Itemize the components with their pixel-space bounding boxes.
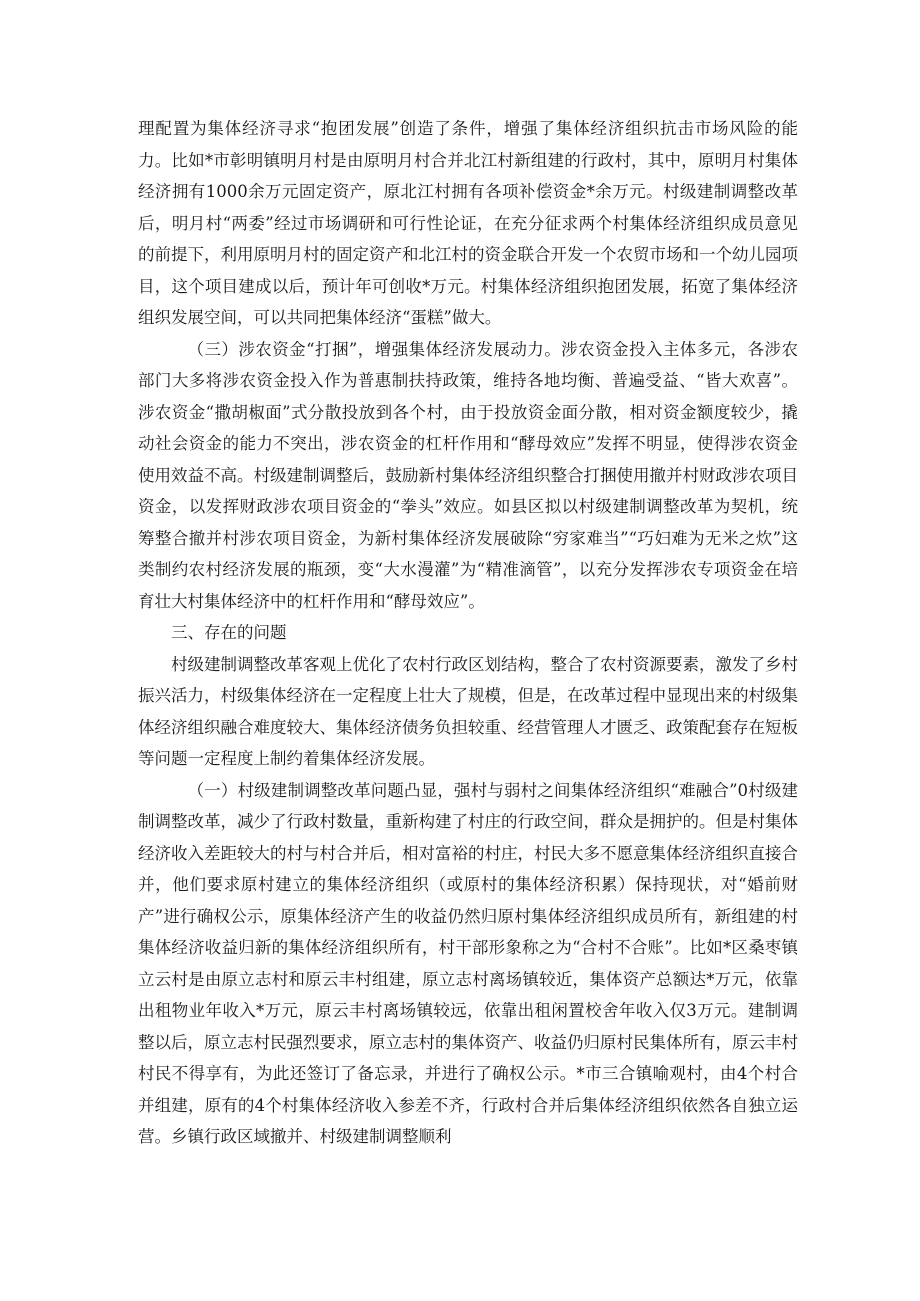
paragraph-problem-1: （一）村级建制调整改革问题凸显，强村与弱村之间集体经济组织“难融合”0村级建制调整改革，减少了行政村数量，重新构建了村庄的行政空间，群众是拥护的。但是村集体经济收入差距较大的村与村合并后，相对富裕的村庄，村民大多不愿意集体经济组织直接合并，他们要求原村建立的集体经济组织（或原村的集体经济积累）保持现状，对“婚前财产”进行确权公示，原集体经济产生的收益仍然归原村集体经济组织成员所有，新组建的村集体经济收益归新的集体经济组织所有，村干部形象称之为“合村不合账”。比如*区桑枣镇立云村是由原立志村和原云丰村组建，原立志村离场镇较近，集体资产总额达*万元，依靠出租物业年收入*万元，原云丰村离场镇较远，依靠出租闲置校舍年收入仅3万元。建制调整以后，原立志村民强烈要求，原立志村的集体资产、收益仍归原村民集体所有，原云丰村村民不得享有，为此还签订了备忘录，并进行了确权公示。*市三合镇喻观村，由4个村合并组建，原有的4个村集体经济收入参差不齐，行政村合并后集体经济组织依然各自独立运营。乡镇行政区域撤并、村级建制调整顺利 [138, 780, 798, 1146]
paragraph-continuation: 理配置为集体经济寻求“抱团发展”创造了条件，增强了集体经济组织抗击市场风险的能力。比如*市彰明镇明月村是由原明月村合并北江村新组建的行政村，其中，原明月村集体经济拥有1000余万元固定资产，原北江村拥有各项补偿资金*余万元。村级建制调整改革后，明月村“两委”经过市场调研和可行性论证，在充分征求两个村集体经济组织成员意见的前提下，利用原明月村的固定资产和北江村的资金联合开发一个农贸市场和一个幼儿园项目，这个项目建成以后，预计年可创收*万元。村集体经济组织抱团发展，拓宽了集体经济组织发展空间，可以共同把集体经济“蛋糕”做大。 [138, 119, 798, 327]
paragraph-section-3: （三）涉农资金“打捆”，增强集体经济发展动力。涉农资金投入主体多元，各涉农部门大多将涉农资金投入作为普惠制扶持政策，维持各地均衡、普遍受益、“皆大欢喜”。涉农资金“撒胡椒面”式分散投放到各个村，由于投放资金面分散，相对资金额度较少，撬动社会资金的能力不突出，涉农资金的杠杆作用和“酵母效应”发挥不明显，使得涉农资金使用效益不高。村级建制调整后，鼓励新村集体经济组织整合打捆使用撤并村财政涉农项目资金，以发挥财政涉农项目资金的“拳头”效应。如县区拟以村级建制调整改革为契机，统筹整合撤并村涉农项目资金，为新村集体经济发展破除“穷家难当”“巧妇难为无米之炊”这类制约农村经济发展的瓶颈，变“大水漫灌”为“精准滴管”，以充分发挥涉农专项资金在培育壮大村集体经济中的杠杆作用和“酵母效应”。 [138, 339, 798, 611]
paragraph-problems-intro: 村级建制调整改革客观上优化了农村行政区划结构，整合了农村资源要素，激发了乡村振兴活力，村级集体经济在一定程度上壮大了规模，但是，在改革过程中显现出来的村级集体经济组织融合难度较大、集体经济债务负担较重、经营管理人才匮乏、政策配套存在短板等问题一定程度上制约着集体经济发展。 [138, 654, 798, 768]
document-body [138, 113, 798, 1153]
section-heading-problems: 三、存在的问题 [171, 623, 287, 642]
